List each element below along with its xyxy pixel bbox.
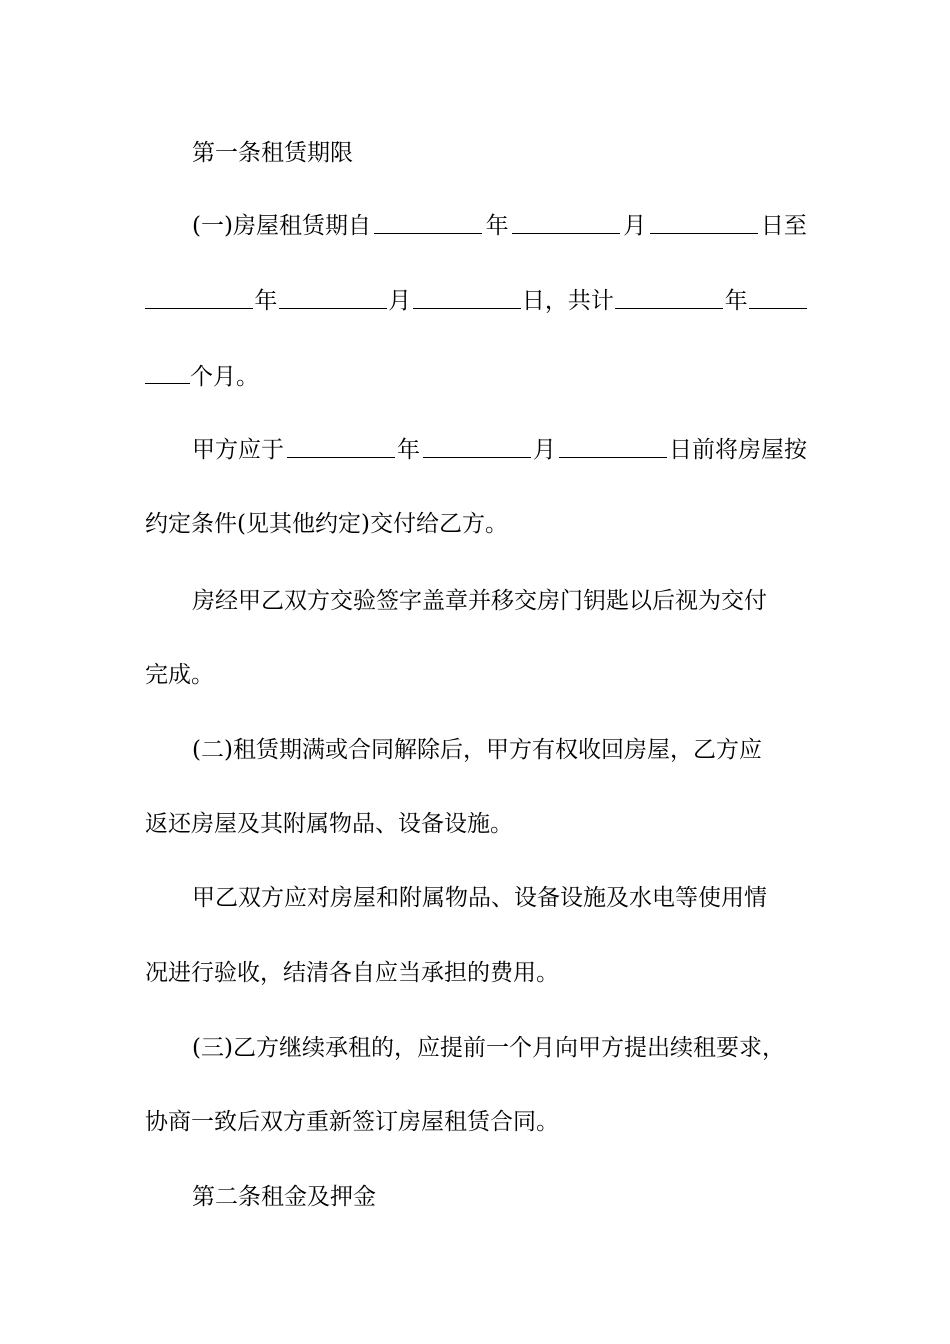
delivery-line-2: 约定条件(见其他约定)交付给乙方。: [145, 511, 508, 537]
day-to-label: 日至: [760, 213, 807, 239]
total-months-blank-part-2: [145, 359, 190, 384]
delivery-suffix: 日前将房屋按: [669, 437, 807, 463]
year-label: 年: [397, 437, 420, 463]
year-label: 年: [485, 213, 509, 239]
months-end-label: 个月。: [190, 364, 259, 390]
month-label: 月: [388, 288, 412, 314]
clause-1-line-3: [145, 359, 807, 393]
completion-line-1: 房经甲乙双方交验签字盖章并移交房门钥匙以后视为交付: [192, 588, 767, 614]
completion-line-2: 完成。: [145, 662, 214, 688]
start-year-blank: [374, 209, 482, 234]
total-months-blank-part-1: [749, 284, 807, 309]
month-label: 月: [623, 213, 647, 239]
delivery-line-1: [192, 433, 807, 467]
clause-2-line-2: 返还房屋及其附属物品、设备设施。: [145, 811, 513, 837]
delivery-year-blank: [287, 433, 395, 458]
article-1-title: 第一条租赁期限: [192, 140, 353, 166]
total-years-blank: [615, 284, 723, 309]
clause-2-line-1: (二)租赁期满或合同解除后，甲方有权收回房屋，乙方应: [192, 737, 762, 763]
clause-3-line-2: 协商一致后双方重新签订房屋租赁合同。: [145, 1109, 559, 1135]
delivery-day-blank: [559, 433, 667, 458]
inspection-line-1: 甲乙双方应对房屋和附属物品、设备设施及水电等使用情: [192, 885, 767, 911]
clause-1-prefix: (一)房屋租赁期自: [192, 213, 371, 239]
end-month-blank: [279, 284, 387, 309]
clause-1-line-1: [192, 209, 807, 243]
article-2-title: 第二条租金及押金: [192, 1184, 376, 1210]
end-day-blank: [413, 284, 521, 309]
day-total-label: 日，共计: [521, 288, 614, 314]
year-label: 年: [254, 288, 278, 314]
delivery-prefix: 甲方应于: [192, 437, 284, 463]
clause-1-line-2: [145, 284, 807, 318]
clause-3-line-1: (三)乙方继续承租的，应提前一个月向甲方提出续租要求，: [192, 1035, 785, 1061]
year-label: 年: [724, 288, 748, 314]
delivery-month-blank: [423, 433, 531, 458]
start-month-blank: [512, 209, 620, 234]
inspection-line-2: 况进行验收，结清各自应当承担的费用。: [145, 960, 559, 986]
end-year-blank: [145, 284, 253, 309]
month-label: 月: [533, 437, 556, 463]
start-day-blank: [650, 209, 758, 234]
